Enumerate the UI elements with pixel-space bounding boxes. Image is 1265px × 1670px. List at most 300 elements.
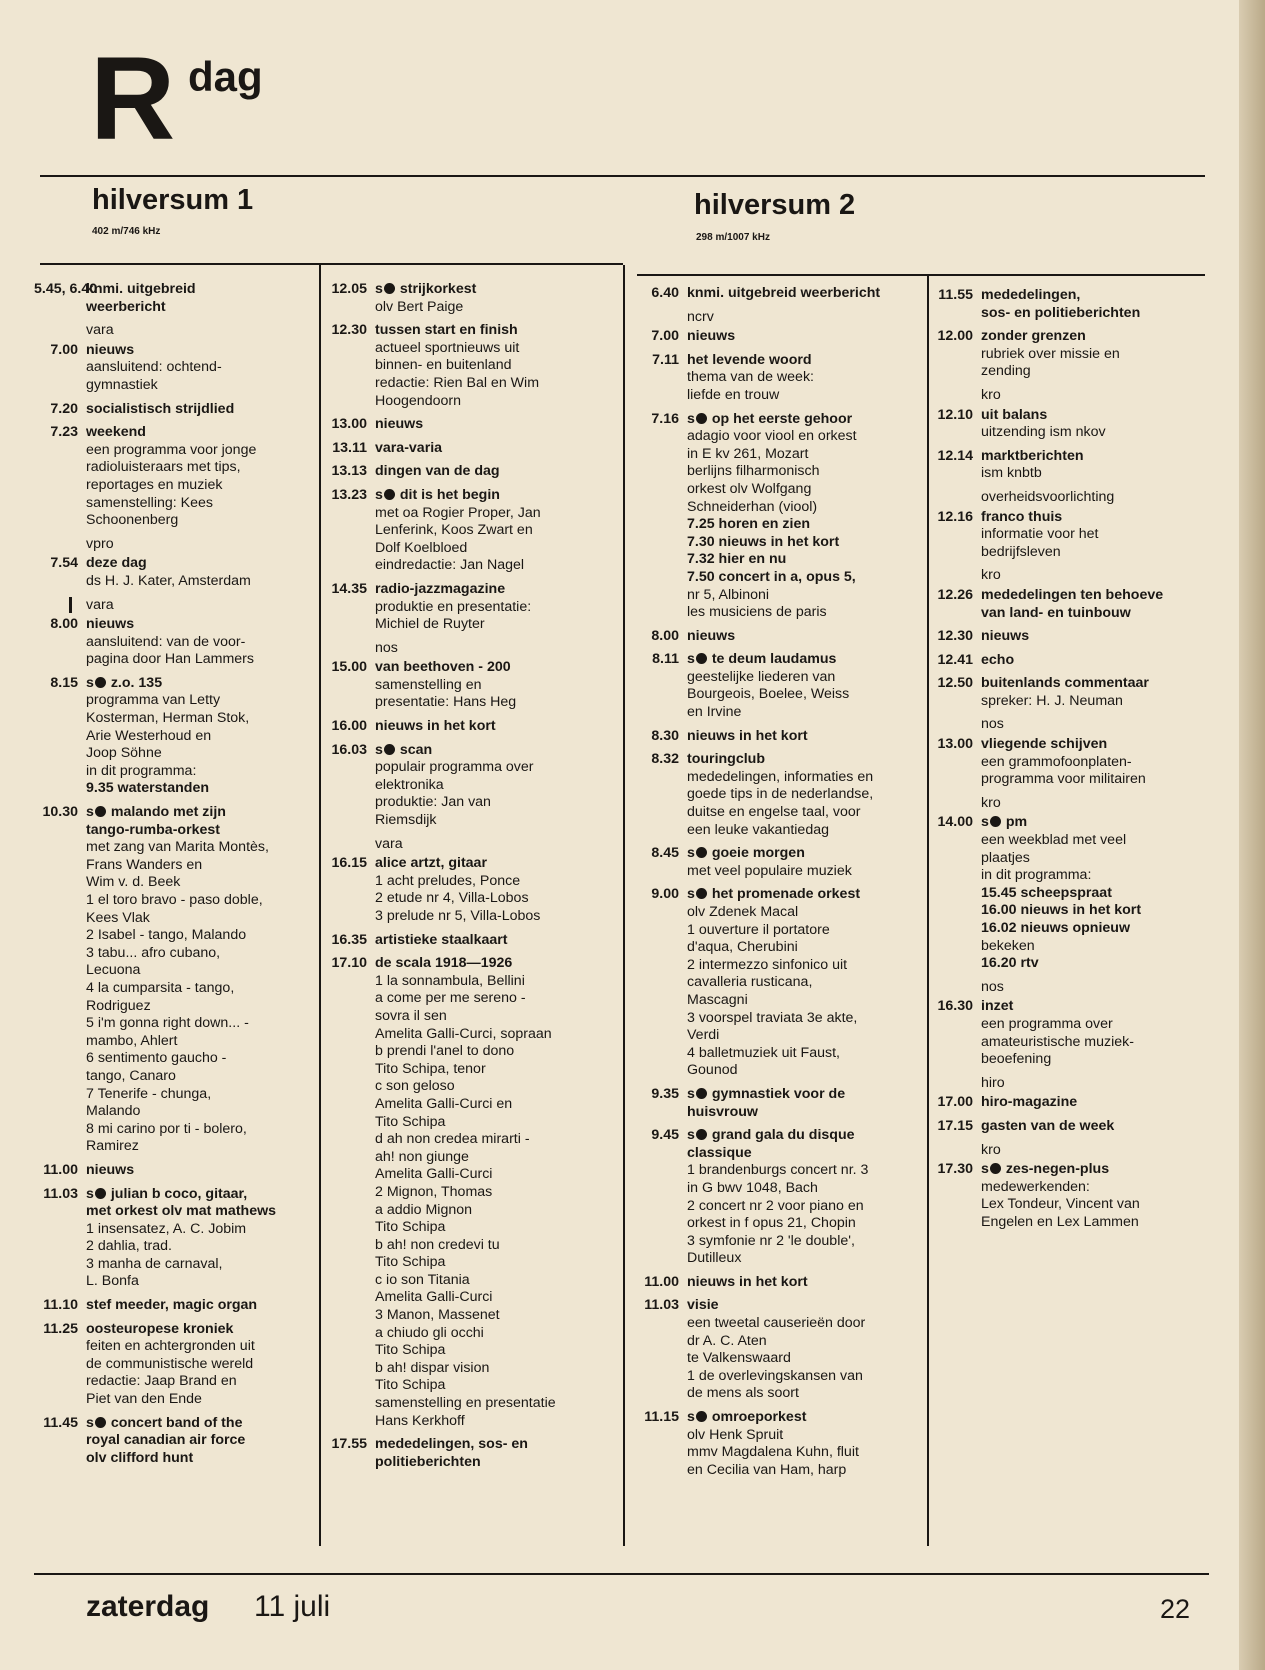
program-time: 13.23 [331, 486, 367, 503]
program-details [687, 328, 925, 346]
program-description: 3 Manon, Massenet [375, 1307, 500, 1324]
program-title: malando met zijn [106, 804, 226, 821]
program-entry [929, 448, 1211, 483]
program-title: radio-jazzmagazine [375, 580, 506, 597]
program-entry [929, 509, 1211, 562]
program-title: concert band of the [106, 1414, 243, 1431]
program-description: 7 Tenerife - chunga, [86, 1085, 212, 1102]
program-time: 12.30 [331, 322, 367, 339]
program-description: in G bwv 1048, Bach [687, 1179, 818, 1196]
program-description: populair programma over [375, 759, 534, 776]
stereo-s: s [86, 1185, 94, 1202]
program-title: vliegende schijven [981, 736, 1108, 753]
program-time: 12.05 [331, 281, 367, 297]
column-divider-1 [319, 265, 321, 1546]
broadcaster-label: kro [981, 1141, 1001, 1158]
program-details [86, 555, 316, 590]
stereo-program-title [86, 1186, 316, 1204]
program-time: 11.03 [43, 1185, 78, 1202]
program-description: actueel sportnieuws uit [375, 339, 520, 356]
program-entry [34, 1321, 316, 1409]
schedule-column-4 [929, 287, 1211, 1238]
program-description: beoefening [981, 1051, 1052, 1068]
program-entry [323, 718, 621, 736]
program-description: Amelita Galli-Curci, sopraan [375, 1025, 552, 1042]
program-time: 7.54 [50, 555, 78, 572]
program-details [375, 1436, 621, 1471]
program-entry [34, 555, 316, 590]
program-details [375, 932, 621, 950]
program-time: 11.25 [43, 1320, 78, 1337]
stereo-dot-icon [696, 1088, 707, 1099]
program-entry [323, 463, 621, 481]
program-time: 17.10 [331, 955, 367, 972]
program-details [375, 322, 621, 410]
stereo-dot-icon [990, 816, 1001, 827]
program-description: Schneiderhan (viool) [687, 498, 818, 515]
program-description: samenstelling en presentatie [375, 1395, 556, 1412]
program-entry [635, 1086, 925, 1121]
program-description: c io son Titania [375, 1271, 470, 1288]
program-description: 2 Isabel - tango, Malando [86, 927, 247, 944]
program-description: orkest in f opus 21, Chopin [687, 1215, 856, 1232]
program-entry [34, 1415, 316, 1468]
program-description: a come per me sereno - [375, 990, 526, 1007]
stereo-dot-icon [95, 1188, 106, 1199]
program-title: nieuws in het kort [687, 1273, 808, 1290]
program-description: b ah! non credevi tu [375, 1236, 500, 1253]
stereo-s: s [687, 651, 695, 668]
program-title: het promenade orkest [707, 886, 861, 903]
program-description: de mens als soort [687, 1385, 799, 1402]
program-entry [635, 352, 925, 405]
program-description: mambo, Ahlert [86, 1032, 178, 1049]
program-entry [635, 1274, 925, 1292]
stereo-program-title [687, 1409, 925, 1427]
program-details [375, 718, 621, 736]
program-entry [929, 675, 1211, 710]
program-description: les musiciens de paris [687, 604, 827, 621]
program-description: uitzending ism nkov [981, 424, 1106, 441]
program-details [687, 411, 925, 622]
program-entry [635, 1297, 925, 1403]
stereo-dot-icon [990, 1163, 1001, 1174]
program-title: nieuws [86, 341, 135, 358]
stereo-s: s [375, 486, 383, 503]
program-description: 4 la cumparsita - tango, [86, 979, 235, 996]
stereo-s: s [981, 814, 989, 831]
stereo-dot-icon [95, 806, 106, 817]
program-description: elektronika [375, 776, 444, 793]
program-description: 5 i'm gonna right down... - [86, 1015, 249, 1032]
program-details [687, 1127, 925, 1268]
program-time: 8.45 [651, 845, 679, 862]
program-title: weerbericht [86, 298, 166, 315]
program-description: Tito Schipa [375, 1342, 446, 1359]
program-description: redactie: Jaap Brand en [86, 1373, 237, 1390]
program-description: programma voor militairen [981, 771, 1146, 788]
program-details [86, 1186, 316, 1292]
program-details [687, 628, 925, 646]
program-details [687, 886, 925, 1080]
program-description: in dit programma: [981, 867, 1092, 884]
program-description: Hoogendoorn [375, 392, 461, 409]
program-description: en Irvine [687, 704, 742, 721]
page-spine [1239, 0, 1265, 1670]
program-description: Tito Schipa [375, 1113, 446, 1130]
broadcaster-label: overheidsvoorlichting [981, 488, 1115, 505]
program-description: Michiel de Ruyter [375, 616, 485, 633]
program-entry [635, 845, 925, 880]
program-description: te Valkenswaard [687, 1350, 791, 1367]
program-entry [323, 416, 621, 434]
footer-rule [34, 1573, 1209, 1575]
program-time: 8.00 [651, 627, 679, 644]
stereo-s: s [687, 410, 695, 427]
stereo-program-title [687, 1127, 925, 1145]
program-description: 3 prelude nr 5, Villa-Lobos [375, 908, 541, 924]
program-title: 16.00 nieuws in het kort [981, 902, 1142, 919]
program-description: Joop Söhne [86, 745, 162, 762]
program-entry [34, 1297, 316, 1315]
program-title: huisvrouw [687, 1103, 758, 1120]
program-entry [34, 675, 316, 798]
program-description: Rodriguez [86, 997, 151, 1014]
top-rule [40, 175, 1205, 177]
program-title: socialistisch strijdlied [86, 400, 235, 417]
program-details [981, 998, 1211, 1068]
stereo-s: s [981, 1161, 989, 1178]
program-description: 3 manha de carnaval, [86, 1255, 223, 1272]
stereo-dot-icon [696, 1411, 707, 1422]
program-description: de communistische wereld [86, 1355, 254, 1372]
stereo-dot-icon [95, 1417, 106, 1428]
program-title: echo [981, 651, 1015, 668]
program-entry [34, 804, 316, 1156]
program-time: 11.10 [43, 1297, 78, 1314]
program-entry [635, 728, 925, 746]
stereo-s: s [86, 674, 94, 691]
program-title: julian b coco, gitaar, [106, 1185, 248, 1202]
program-time: 16.35 [331, 931, 367, 948]
stereo-program-title [86, 675, 316, 693]
program-details [375, 855, 621, 925]
program-details [86, 675, 316, 798]
program-time: 16.30 [937, 998, 973, 1015]
program-description: dr A. C. Aten [687, 1332, 767, 1349]
program-description: Amelita Galli-Curci en [375, 1095, 513, 1112]
program-details [687, 285, 925, 303]
program-time: 11.55 [938, 287, 973, 303]
program-description: 3 voorspel traviata 3e akte, [687, 1009, 858, 1026]
program-description: b ah! dispar vision [375, 1359, 490, 1376]
program-description: samenstelling: Kees [86, 494, 213, 511]
program-description: olv Zdenek Macal [687, 904, 799, 920]
stereo-program-title [375, 281, 621, 299]
program-details [981, 509, 1211, 562]
program-description: berlijns filharmonisch [687, 463, 820, 480]
stereo-s: s [687, 886, 695, 903]
program-title: nieuws [981, 628, 1030, 645]
program-time: 12.14 [937, 447, 973, 464]
program-description: 2 concert nr 2 voor piano en [687, 1197, 864, 1214]
program-title: z.o. 135 [106, 674, 163, 691]
program-time: 12.26 [937, 586, 973, 603]
program-description: a addio Mignon [375, 1201, 473, 1218]
program-entry [929, 652, 1211, 670]
program-time: 5.45, 6.40 [34, 281, 98, 297]
program-description: feiten en achtergronden uit [86, 1338, 255, 1355]
program-time: 13.00 [331, 416, 367, 433]
program-entry [635, 651, 925, 721]
program-entry [635, 886, 925, 1080]
program-title: dit is het begin [395, 486, 500, 503]
program-time: 12.16 [937, 508, 973, 525]
broadcaster-label: kro [981, 386, 1001, 403]
program-time: 8.30 [651, 727, 679, 744]
program-description: presentatie: Hans Heg [375, 694, 517, 711]
program-description: met zang van Marita Montès, [86, 839, 269, 856]
program-description: redactie: Rien Bal en Wim [375, 374, 540, 391]
program-description: Hans Kerkhoff [375, 1412, 465, 1429]
header-rule-right [637, 274, 1205, 276]
program-title: marktberichten [981, 447, 1084, 464]
station-1-freq: 402 m/746 kHz [92, 226, 161, 237]
program-details [86, 1297, 316, 1315]
program-description: 3 symfonie nr 2 'le double', [687, 1232, 855, 1249]
program-entry [929, 1161, 1211, 1231]
station-2-name: hilversum 2 [694, 189, 856, 221]
program-details [981, 628, 1211, 646]
program-description: 1 la sonnambula, Bellini [375, 972, 525, 989]
program-entry [323, 440, 621, 458]
program-details [687, 845, 925, 880]
broadcaster-label: vara [375, 835, 403, 852]
program-title: gasten van de week [981, 1117, 1115, 1134]
program-time: 10.30 [42, 804, 78, 821]
stereo-program-title [86, 1415, 316, 1433]
program-description: Lecuona [86, 962, 141, 979]
stereo-dot-icon [696, 413, 707, 424]
program-title: 15.45 scheepspraat [981, 884, 1112, 901]
stereo-s: s [687, 1409, 695, 1426]
program-description: Tito Schipa [375, 1254, 446, 1271]
stereo-dot-icon [696, 847, 707, 858]
program-details [375, 581, 621, 634]
stereo-s: s [86, 804, 94, 821]
program-entry [323, 581, 621, 634]
program-description: 1 ouverture il portatore [687, 921, 830, 938]
program-title: mededelingen, sos- en [375, 1436, 528, 1453]
stereo-dot-icon [384, 283, 395, 294]
program-entry [635, 285, 925, 303]
broadcaster-label: vpro [86, 535, 114, 552]
program-description: olv Bert Paige [375, 298, 464, 315]
schedule-column-1 [34, 281, 316, 1473]
program-entry [323, 955, 621, 1430]
stereo-program-title [981, 814, 1211, 832]
program-details [375, 742, 621, 830]
program-title: nieuws [375, 416, 424, 433]
program-title: zonder grenzen [981, 328, 1086, 345]
program-details [86, 342, 316, 395]
program-time: 8.32 [651, 751, 679, 768]
program-details [375, 416, 621, 434]
program-description: geestelijke liederen van [687, 668, 836, 685]
program-details [981, 736, 1211, 789]
program-title: scan [395, 741, 433, 758]
program-title: te deum laudamus [707, 651, 837, 668]
program-entry [323, 742, 621, 830]
program-description: orkest olv Wolfgang [687, 480, 812, 497]
program-description: een programma over [981, 1015, 1113, 1032]
station-2-freq: 298 m/1007 kHz [696, 232, 770, 243]
program-description: Tito Schipa [375, 1377, 446, 1394]
program-title: knmi. uitgebreid [86, 281, 196, 297]
program-time: 7.16 [651, 410, 679, 427]
program-description: plaatjes [981, 849, 1030, 866]
program-description: gymnastiek [86, 376, 158, 393]
program-description: binnen- en buitenland [375, 357, 512, 374]
program-entry [323, 932, 621, 950]
program-description: reportages en muziek [86, 476, 223, 493]
program-description: Frans Wanders en [86, 856, 203, 873]
program-description: medewerkenden: [981, 1178, 1090, 1195]
program-details [981, 1094, 1211, 1112]
program-title: van land- en tuinbouw [981, 604, 1131, 621]
program-details [687, 751, 925, 839]
program-description: 3 tabu... afro cubano, [86, 944, 221, 961]
stereo-program-title [687, 651, 925, 669]
stereo-program-title [687, 845, 925, 863]
program-description: Riemsdijk [375, 812, 437, 829]
program-description: 2 etude nr 4, Villa-Lobos [375, 890, 529, 907]
program-details [981, 448, 1211, 483]
program-title: franco thuis [981, 508, 1063, 525]
program-description: een weekblad met veel [981, 832, 1127, 849]
stereo-s: s [375, 741, 383, 758]
program-description: bedrijfsleven [981, 543, 1061, 560]
program-title: nieuws [687, 627, 736, 644]
program-description: c son geloso [375, 1078, 455, 1095]
program-description: ah! non giunge [375, 1148, 469, 1165]
program-title: strijkorkest [395, 281, 477, 297]
program-description: ds H. J. Kater, Amsterdam [86, 572, 251, 589]
program-details [687, 651, 925, 721]
stereo-program-title [687, 886, 925, 904]
program-description: eindredactie: Jan Nagel [375, 557, 525, 574]
program-time: 7.11 [652, 351, 679, 368]
program-title: tango-rumba-orkest [86, 821, 221, 838]
program-description: Amelita Galli-Curci [375, 1166, 493, 1183]
program-time: 15.00 [331, 659, 367, 676]
program-entry [635, 628, 925, 646]
program-description: 1 brandenburgs concert nr. 3 [687, 1162, 869, 1179]
program-entry [34, 342, 316, 395]
program-description: Bourgeois, Boelee, Weiss [687, 686, 850, 703]
program-details [86, 1321, 316, 1409]
program-entry [34, 1162, 316, 1180]
page-number: 22 [1160, 1594, 1191, 1624]
footer-day: zaterdag [86, 1590, 210, 1623]
program-time: 12.41 [937, 651, 973, 668]
program-description: cavalleria rusticana, [687, 974, 813, 991]
program-description: een leuke vakantiedag [687, 821, 829, 838]
program-entry [323, 659, 621, 712]
program-details [375, 440, 621, 458]
program-entry [929, 628, 1211, 646]
program-time: 14.35 [331, 580, 367, 597]
program-description: zending [981, 363, 1031, 380]
program-description: Lex Tondeur, Vincent van [981, 1196, 1140, 1213]
program-description: Arie Westerhoud en [86, 727, 212, 744]
program-details [687, 1297, 925, 1403]
program-time: 17.15 [937, 1117, 973, 1134]
program-time: 16.03 [331, 741, 367, 758]
program-title: 7.25 horen en zien [687, 516, 810, 533]
stereo-program-title [375, 487, 621, 505]
program-description: nr 5, Albinoni [687, 586, 770, 603]
stereo-s: s [375, 281, 383, 297]
program-description: amateuristische muziek- [981, 1033, 1134, 1050]
program-title: goeie morgen [707, 845, 805, 862]
program-entry [929, 736, 1211, 789]
program-title: 7.32 hier en nu [687, 551, 787, 568]
program-title: zes-negen-plus [1001, 1161, 1110, 1178]
program-description: Piet van den Ende [86, 1391, 202, 1408]
program-description: sovra il sen [375, 1007, 447, 1024]
program-time: 12.10 [937, 406, 973, 423]
stereo-s: s [86, 1414, 94, 1431]
stereo-dot-icon [384, 744, 395, 755]
program-time: 9.35 [651, 1085, 679, 1102]
program-details [981, 587, 1211, 622]
broadcaster-label: nos [375, 639, 398, 656]
program-entry [323, 281, 621, 316]
program-description: tango, Canaro [86, 1067, 176, 1084]
program-time: 7.00 [50, 341, 78, 358]
stereo-s: s [687, 1127, 695, 1144]
program-description: Dolf Koelbloed [375, 539, 468, 556]
program-title: nieuws [687, 328, 736, 345]
program-title: gymnastiek voor de [707, 1085, 846, 1102]
program-title: royal canadian air force [86, 1432, 246, 1449]
program-details [687, 1274, 925, 1292]
program-description: 2 Mignon, Thomas [375, 1183, 493, 1200]
program-title: stef meeder, magic organ [86, 1297, 258, 1314]
program-entry [34, 616, 316, 669]
program-entry [635, 1409, 925, 1479]
program-description: mmv Magdalena Kuhn, fluit [687, 1444, 859, 1461]
program-description: aansluitend: ochtend- [86, 359, 222, 376]
program-details [375, 487, 621, 575]
logo-suffix: dag [188, 53, 263, 100]
program-details [375, 281, 621, 316]
program-title: touringclub [687, 751, 766, 768]
program-description: b prendi l'anel to dono [375, 1043, 515, 1060]
program-description: radioluisteraars met tips, [86, 459, 241, 476]
program-entry [323, 1436, 621, 1471]
program-title: 16.20 rtv [981, 955, 1039, 972]
program-entry [34, 281, 316, 316]
program-time: 17.55 [331, 1436, 367, 1453]
program-time: 8.15 [50, 674, 78, 691]
program-title: artistieke staalkaart [375, 931, 508, 948]
program-time: 17.30 [937, 1161, 973, 1178]
program-details [687, 352, 925, 405]
program-description: duitse en engelse taal, voor [687, 804, 861, 821]
program-details [86, 804, 316, 1156]
